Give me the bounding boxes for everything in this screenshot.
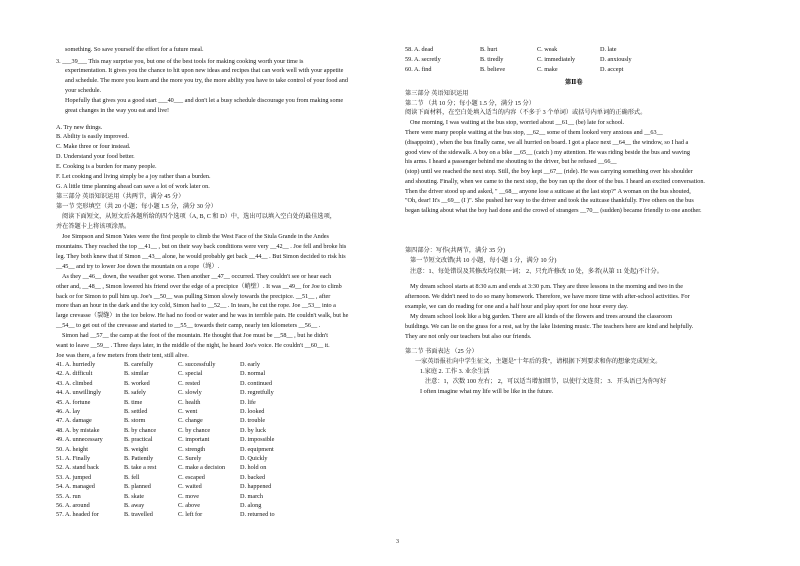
option-cell: D. along [240,502,262,509]
option-cell: 45. A. fortune [56,398,91,406]
option-cell: 59. A. secretly [405,56,441,63]
option-cell: D. backed [240,473,266,481]
option-cell: C. move [178,492,199,500]
option-cell: B. weight [124,445,149,453]
option-cell: D. continued [240,379,272,387]
right-text-line: My dream school starts at 8:30 a.m and ends at 3:30 p.m. They are three lessons in the morning and two in the [410,283,683,290]
option-cell: C. waited [178,483,202,491]
left-text-line: E. Cooking is a burden for many people. [56,163,157,170]
right-text-line: 阅读下面材料，在空白处填入适当的内容（不多于 3 个单词）或括号内单词的正确形式。 [405,109,647,116]
left-text-line: Joe was there, a few meters from their tent, still alive. [56,352,189,359]
option-cell: C. health [178,398,201,406]
option-cell: 42. A. difficult [56,370,93,378]
option-cell: B. tiredly [480,56,504,63]
option-cell: C. went [178,408,198,415]
left-text-line: leg. They both knew that if Simon __43__ alone, he would probably get back __44__ . But Simon decided to risk his [56,253,346,260]
left-text-line: 第一节 完形填空（共 20 小题；每小题 1.5 分，满分 30 分） [56,203,217,210]
option-cell: B. take a rest [124,464,157,472]
left-text-line: 阅读下面短文，从短文后各题所给的四个选项（A, B, C 和 D）中，选出可以填入空白处的最佳选项， [62,213,336,220]
left-text-line: F. Let cooking and living simply be a joy rather than a burden. [56,173,211,180]
option-cell: B. storm [124,417,146,425]
left-text-line: 第三部分 英语知识运用（共两节，满分 45 分） [56,193,185,200]
option-cell: D. returned to [240,511,275,519]
option-cell: C. weak [537,46,558,53]
option-cell: 51. A. Finally [56,455,91,462]
option-cell: 50. A. height [56,445,88,453]
left-text-line: experimentation. It gives you the chance to hit upon new ideas and recipes that can work well with your appetite [65,67,344,74]
option-cell: D. looked [240,408,265,415]
option-cell: D. hold on [240,464,267,472]
left-text-line: mountains. They reached the top __41__ , but on their way back conditions were very __42__ . Joe fell and broke his [56,243,347,250]
left-text-line: G. A little time planning ahead can save a lot of work later on. [56,183,210,190]
option-cell: 49. A. unnecessary [56,436,103,444]
left-text-line: C. Make three or four instead. [56,143,131,150]
right-text-line: afternoon. We didn't need to do so many homework. Therefore, we have more time with after-school activities. For [405,293,690,300]
left-text-line: A. Try new things. [56,124,103,131]
right-text-line: I often imagine what my life will be like in the future. [420,388,554,395]
option-cell: D. impossible [240,436,275,444]
option-cell: 46. A. lay [56,408,81,415]
option-cell: B. planned [124,483,151,491]
left-text-line: B. Ability is easily improved. [56,133,129,140]
option-cell: B. by chance [124,426,157,434]
option-cell: B. hurt [480,46,498,53]
right-text-line: and shouting. Finally, when we came to the next stop, the boy ran up the door of the bus. I heard an excited conversation. [405,178,705,185]
option-cell: 57. A. headed for [56,511,99,519]
right-text-line: 注意：1、每处错误及其修改均仅限一词； 2、只允许修改 10 处，多者(从第 11 处起)不计分。 [410,268,663,275]
left-text-line: something. So save yourself the effort for a future meal. [65,46,204,53]
option-cell: D. equipment [240,445,274,453]
option-cell: 56. A. around [56,502,90,509]
section-heading: 第Ⅱ卷 [565,79,583,86]
left-text-line: __45__ and try to lower Joe down the mountain on a rope（绳）. [56,263,220,270]
option-cell: B. Patiently [124,455,154,462]
option-cell: C. strength [178,445,206,453]
right-text-line: 一家英语报社向中学生征文，主题是"十年后的我"，请根据下列要求和你的想象完成短文。 [415,358,662,365]
left-text-line: Joe Simpson and Simon Yates were the first people to climb the West Face of the Siula Grande in the Andes [62,233,329,240]
left-text-line: and schedule. The more you learn and the more you try, the more ability you have to take control of your food and [65,77,348,84]
option-cell: D. life [240,398,256,406]
left-text-line: back or for Simon to pull him up. Joe's __50__ was pulling Simon slowly towards the precipice. __51__ , after [56,293,331,300]
right-text-line: 第三部分 英语知识运用 [405,90,469,97]
right-text-line: 1.家庭 2. 工作 3. 业余生活 [420,368,490,375]
option-cell: C. make a decision [178,464,226,472]
right-text-line: (stop) until we reached the next stop. Still, the boy kept __67__ (ride). He was carrying something over his shoulder [405,168,693,175]
option-cell: C. Surely [178,455,202,462]
right-text-line: 第二节 书面表达 （25 分） [405,348,478,355]
right-text-line: 第四部分：写作(共两节，满分 35 分) [405,247,506,254]
option-cell: D. by luck [240,426,266,434]
option-cell: B. safely [124,389,146,397]
right-text-line: buildings. We can lie on the grass for a rest, sat by the lake listening music. The teachers here are kind and helpfully. [405,323,694,330]
option-cell: B. similar [124,370,149,378]
option-cell: B. believe [480,66,506,73]
option-cell: 55. A. run [56,492,81,500]
option-cell: D. Quickly [240,455,268,462]
option-cell: D. regretfully [240,389,274,397]
left-text-line: more than an hour in the dark and the icy cold, Simon had to __52__ . In tears, he cut the rope. Joe __53__ into a [56,302,336,309]
option-cell: 43. A. climbed [56,379,93,387]
option-cell: B. settled [124,408,148,415]
right-text-line: 第二节 （共 10 分；每小题 1.5 分，满分 15 分） [405,100,535,107]
option-cell: C. rested [178,379,200,387]
option-cell: 48. A. by mistake [56,426,100,434]
option-cell: 53. A. jumped [56,473,92,481]
right-text-line: (disappoint) , when the bus finally came, we all hurried on board. I got a place next __64__ the window, so I had a [405,139,689,146]
right-text-line: began talking about what the boy had done and the crowd of strangers __70__ (sudden) became friendly to one another. [405,207,702,214]
option-cell: C. immediately [537,56,576,63]
right-text-line: One morning, I was waiting at the bus stop, worried about __61__ (be) late for school. [410,119,625,126]
option-cell: B. time [124,398,143,406]
option-cell: D. late [600,46,617,53]
left-text-line: your schedule. [65,87,102,94]
option-cell: D. trouble [240,417,266,425]
option-cell: C. above [178,502,200,509]
option-cell: C. make [537,66,558,73]
option-cell: 54. A. managed [56,483,95,491]
left-text-line: large crevasse（裂缝）in the ice below. He had no food or water and he was in terrible pain. He couldn't walk, but he [56,312,349,319]
option-cell: C. special [178,370,203,378]
option-cell: C. by chance [178,426,211,434]
left-text-line: D. Understand your food better. [56,153,135,160]
option-cell: D. normal [240,370,266,378]
option-cell: B. worked [124,379,150,387]
option-cell: B. travelled [124,511,153,519]
option-cell: B. practical [124,436,153,444]
option-cell: C. left for [178,511,203,519]
left-text-line: Simon had __57__ the camp at the foot of the mountain. He thought that Joe must be __58__ , but he didn't [62,332,328,339]
option-cell: 58. A. dead [405,46,434,53]
option-cell: D. march [240,492,264,500]
option-cell: B. skate [124,492,144,500]
option-cell: C. change [178,417,203,425]
left-text-line: want to leave __59__ . Three days later, in the middle of the night, he heard Joe's voice. He couldn't __60__ it. [56,342,330,349]
right-text-line: They are not only our teachers but also our friends. [405,333,532,340]
right-text-line: "Oh, dear! It's __69__ (I )". She pushed her way to the driver and took the suitcase thankfully. Five others on the bus [405,197,694,204]
right-text-line: good view of the sidewalk. A boy on a bike __65__ (catch ) my attention. He was riding beside the bus and waving [405,149,690,156]
right-text-line: 注意：1，次数 100 左右； 2，可以适当增加细节，以使行文连贯； 3．开头语已为你写好 [425,378,667,385]
right-text-line: There were many people waiting at the bus stop, __62__ some of them looked very anxious and __63__ [405,129,663,136]
right-text-line: Then the driver stood up and asked, " __68__ anyone lose a suitcase at the last stop?" A woman on the bus shouted, [405,188,691,195]
left-text-line: great changes in the way you eat and live! [65,107,170,114]
option-cell: C. escaped [178,473,205,481]
option-cell: C. successfully [178,361,216,368]
option-cell: 41. A. hurriedly [56,361,96,368]
option-cell: D. anxiously [600,56,632,63]
right-text-line: example, we can do reading for one and a half hour and play sport for one hour every day. [405,303,628,310]
right-text-line: 第一节短文改错(共 10 小题，每小题 1 分，满分 10 分) [410,257,557,264]
option-cell: B. fell [124,473,140,481]
left-text-line: 并在答题卡上将该项涂黑。 [56,223,131,230]
option-cell: D. accept [600,66,624,73]
right-text-line: his arms. I heard a passenger behind me shouting to the driver, but he refused __66__ [405,158,617,165]
option-cell: B. carefully [124,361,154,368]
option-cell: B. away [124,502,145,509]
left-text-line: other and, __48__ , Simon lowered his friend over the edge of a precipice（峭壁）. It was __49__ for Joe to climb [56,283,342,290]
left-text-line: Hopefully that gives you a good start ___40___ and don't let a busy schedule discourage you from making some [65,97,344,104]
option-cell: 44. A. unwillingly [56,389,102,397]
left-text-line: __54__ to get out of the crevasse and started to __55__ towards their camp, nearly ten kilometers __56__ . [56,322,321,329]
option-cell: 47. A. damage [56,417,92,425]
right-text-line: My dream school look like a big garden. There are all kinds of the flowers and trees around the classroom [410,313,673,320]
option-cell: 60. A. find [405,66,432,73]
option-cell: C. slowly [178,389,202,397]
option-cell: D. early [240,361,260,368]
option-cell: 52. A. stand back [56,464,99,472]
option-cell: D. happened [240,483,272,491]
page-number: 3 [396,539,399,545]
left-text-line: 3. ___39___ This may surprise you, but one of the best tools for making cooking worth your time is [56,58,304,65]
left-text-line: As they __46__ down, the weather got worse. Then another __47__ occurred. They couldn't see or hear each [62,273,332,280]
option-cell: C. important [178,436,210,444]
